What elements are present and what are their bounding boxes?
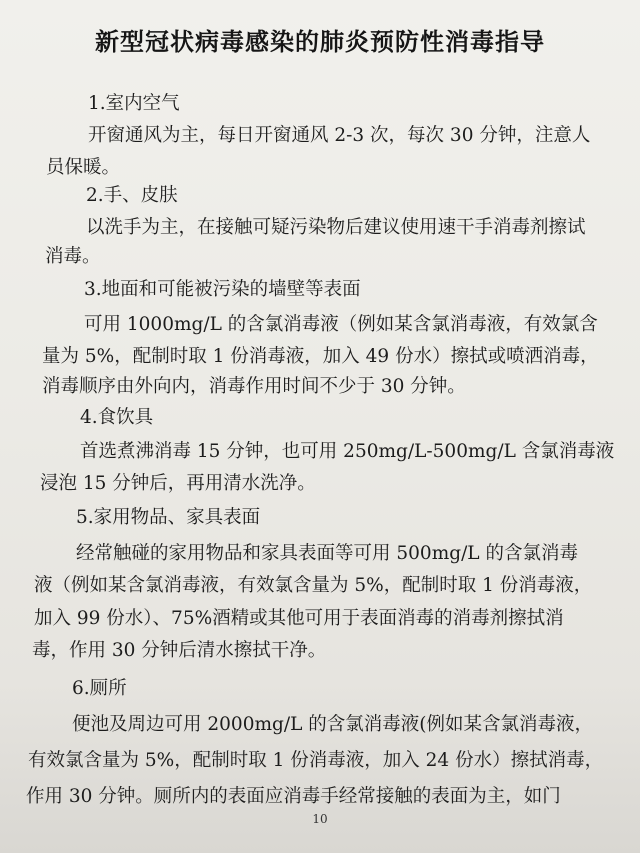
section-heading-toilet: 6.厕所 xyxy=(72,678,127,699)
page-number: 10 xyxy=(312,812,328,826)
section-heading-floor-walls: 3.地面和可能被污染的墙壁等表面 xyxy=(84,279,361,300)
paragraph-line: 液（例如某含氯消毒液，有效氯含量为 5%，配制时取 1 份消毒液， xyxy=(34,575,593,596)
paragraph-line: 加入 99 份水）、75%酒精或其他可用于表面消毒的消毒剂擦拭消 xyxy=(34,608,564,629)
section-heading-tableware: 4.食饮具 xyxy=(80,407,154,428)
paragraph-line: 员保暖。 xyxy=(46,157,121,178)
paragraph-line: 毒，作用 30 分钟后清水擦拭干净。 xyxy=(32,640,327,661)
paragraph-line: 量为 5%，配制时取 1 份消毒液，加入 49 份水）擦拭或喷洒消毒， xyxy=(42,346,599,367)
paragraph-line: 可用 1000mg/L 的含氯消毒液（例如某含氯消毒液，有效氯含 xyxy=(84,314,598,335)
paragraph-line: 作用 30 分钟。厕所内的表面应消毒手经常接触的表面为主，如门 xyxy=(26,786,561,807)
paragraph-line: 消毒。 xyxy=(45,246,101,267)
paragraph-line: 消毒顺序由外向内，消毒作用时间不少于 30 分钟。 xyxy=(42,376,466,397)
paragraph-line: 便池及周边可用 2000mg/L 的含氯消毒液(例如某含氯消毒液， xyxy=(72,714,593,735)
paragraph-line: 以洗手为主，在接触可疑污染物后建议使用速干手消毒剂擦试 xyxy=(86,217,586,238)
paragraph-line: 有效氯含量为 5%，配制时取 1 份消毒液，加入 24 份水）擦拭消毒， xyxy=(28,750,604,771)
section-heading-hands-skin: 2.手、皮肤 xyxy=(86,185,178,206)
paragraph-line: 浸泡 15 分钟后，再用清水洗净。 xyxy=(40,473,316,494)
paragraph-line: 开窗通风为主，每日开窗通风 2-3 次，每次 30 分钟，注意人 xyxy=(88,125,591,146)
paragraph-line: 经常触碰的家用物品和家具表面等可用 500mg/L 的含氯消毒 xyxy=(76,543,578,564)
paragraph-line: 首选煮沸消毒 15 分钟，也可用 250mg/L-500mg/L 含氯消毒液 xyxy=(80,441,615,462)
section-heading-household-items: 5.家用物品、家具表面 xyxy=(76,507,261,528)
section-heading-indoor-air: 1.室内空气 xyxy=(88,93,180,114)
page-title: 新型冠状病毒感染的肺炎预防性消毒指导 xyxy=(95,28,545,56)
